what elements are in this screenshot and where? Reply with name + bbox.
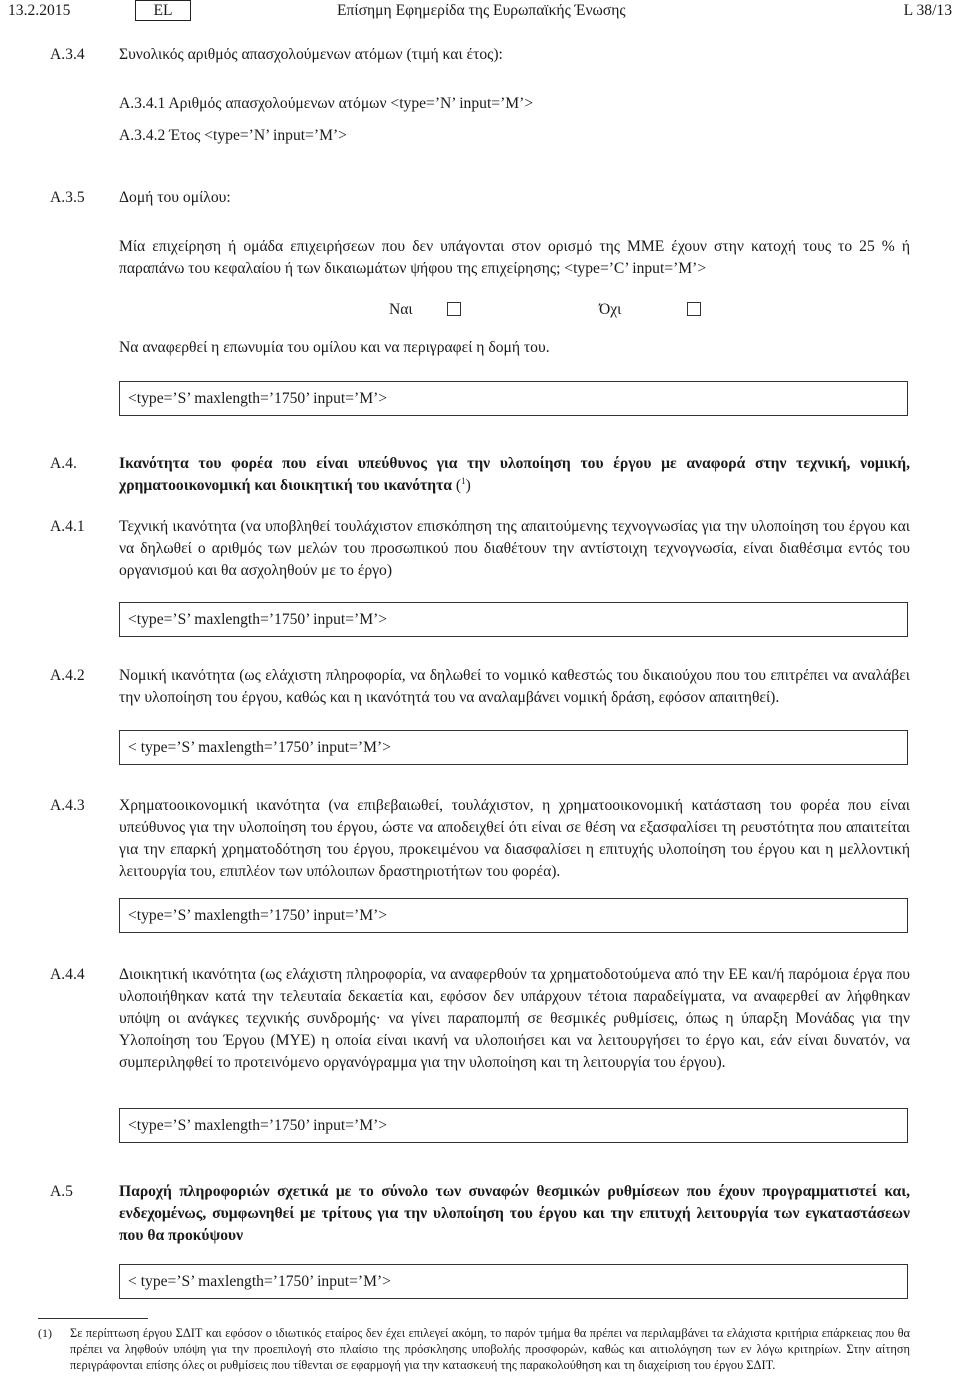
section-a4-title (119, 453, 910, 497)
section-number-a4: Α.4. (50, 455, 77, 472)
section-number-a5: Α.5 (50, 1183, 73, 1200)
section-number-a43: Α.4.3 (50, 797, 85, 814)
item-a341 (119, 93, 533, 115)
footnote-reference-number: 1 (461, 475, 466, 486)
section-a35-title: Δομή του ομίλου: (119, 189, 231, 206)
section-a34-text: Συνολικός αριθμός απασχολούμενων ατόμων (τιμή και έτος): (119, 46, 503, 63)
choice-no[interactable] (599, 299, 621, 321)
choice-no-label: Όχι (599, 301, 622, 318)
input-field-a35[interactable]: <type=’S’ maxlength=’1750’ input=’M’> (119, 381, 908, 416)
input-field-a43[interactable]: <type=’S’ maxlength=’1750’ input=’M’> (119, 898, 908, 933)
choice-yes-label: Ναι (389, 301, 413, 318)
footnote-text: Σε περίπτωση έργου ΣΔΙΤ και εφόσον ο ιδιωτικός εταίρος δεν έχει επιλεγεί ακόμη, το παρόν τμήμα θα πρέπει να περιλαμβάνει τα ελάχιστα κριτήρια επάρκειας που θα πρέπει να ληφθούν υπόψη για την προεπιλογή στο πλαίσιο της πρόσκλησης υποβολής προσφορών, καθώς και αιτιολόγηση των εν λόγω κριτηρίων. Στην αίτηση περιγράφονται επίσης όλες οι ρυθμίσεις που τίθενται σε εφαρμογή για την κατασκευή της παρακολούθηση και τη διαχείριση του έργου ΣΔΙΤ. (70, 1326, 910, 1372)
section-a35-note: Να αναφερθεί η επωνυμία του ομίλου και να περιγραφεί η δομή του. (119, 339, 550, 356)
footnote-mark: (1) (38, 1326, 52, 1340)
item-a342-text: Έτος <type=’N’ input=’M’> (169, 127, 347, 144)
header-language-box: EL (135, 0, 191, 21)
section-a5-title: Παροχή πληροφοριών σχετικά με το σύνολο των συναφών θεσμικών ρυθμίσεων που έχουν προγραμματιστεί και, ενδεχομένως, συμφωνηθεί με τρίτους για την υλοποίηση του έργου και την επιτυχή λειτουργία των εγκαταστάσεων που θα προκύψουν (119, 1183, 910, 1244)
section-a41-text: Τεχνική ικανότητα (να υποβληθεί τουλάχιστον επισκόπηση της απαιτούμενης τεχνογνωσίας για την υλοποίηση του έργου και να δηλωθεί ο αριθμός των μελών του προσωπικού που διαθέτουν την αντίστοιχη τεχνογνωσία, είναι διαθέσιμα εντός του οργανισμού και θα ασχοληθούν με το έργο) (119, 518, 910, 579)
section-a42-text: Νομική ικανότητα (ως ελάχιστη πληροφορία, να δηλωθεί το νομικό καθεστώς του δικαιούχου που του επιτρέπει να αναλάβει την υλοποίηση του έργου, καθώς και η ικανότητά του να αναλαμβάνει νομική δράση, εφόσον απαιτηθεί). (119, 667, 910, 706)
checkbox-yes[interactable] (447, 302, 461, 316)
item-a341-number: Α.3.4.1 (119, 95, 166, 112)
section-number-a44: Α.4.4 (50, 966, 85, 983)
section-a44-text: Διοικητική ικανότητα (ως ελάχιστη πληροφορία, να αναφερθούν τα χρηματοδοτούμενα από την ΕΕ και/ή παρόμοια έργα που υλοποιήθηκαν κατά την τελευταία δεκαετία και, εφόσον δεν υπάρχουν τέτοια παραδείγματα, να αναφερθεί αν λήφθηκαν υπόψη οι ανάγκες τεχνικής συνδρομής· να γίνει παραπομπή σε θεσμικές ρυθμίσεις, όπως η ύπαρξη Μονάδας για την Υλοποίηση του Έργου (ΜΥΕ) η οποία είναι ικανή να υλοποιήσει και να λειτουργήσει το έργο και, εάν είναι δυνατόν, να συμπεριληφθεί το προτεινόμενο οργανόγραμμα για την υλοποίηση και τη λειτουργία του έργου). (119, 966, 910, 1071)
input-field-a41[interactable]: <type=’S’ maxlength=’1750’ input=’M’> (119, 602, 908, 637)
section-number-a35: Α.3.5 (50, 189, 85, 206)
input-field-a5[interactable]: < type=’S’ maxlength=’1750’ input=’M’> (119, 1264, 908, 1299)
input-field-a44[interactable]: <type=’S’ maxlength=’1750’ input=’M’> (119, 1108, 908, 1143)
footnote-divider (38, 1318, 148, 1319)
header-page-number: L 38/13 (903, 2, 952, 19)
section-a43-text: Χρηματοοικονομική ικανότητα (να επιβεβαιωθεί, τουλάχιστον, η χρηματοοικονομική κατάσταση του φορέα που είναι υπεύθυνος για την υλοποίηση του έργου, ώστε να αποδειχθεί ότι είναι σε θέση να εξασφαλίσει τη ρευστότητα που απαιτείται για την επαρκή χρηματοδότηση του έργου, προκειμένου να διασφαλίσει η επιτυχής υλοποίηση του έργου και η μελλοντική λειτουργία του, επιπλέον των υπόλοιπων δραστηριοτήτων του φορέα). (119, 797, 910, 880)
section-a4-title-text: Ικανότητα του φορέα που είναι υπεύθυνος για την υλοποίηση του έργου με αναφορά στην τεχνική, νομική, χρηματοοικονομική και διοικητική του ικανότητα (119, 455, 910, 494)
header-date: 13.2.2015 (8, 2, 71, 19)
item-a342-number: Α.3.4.2 (119, 127, 166, 144)
choice-yes[interactable] (389, 299, 413, 321)
input-field-a42[interactable]: < type=’S’ maxlength=’1750’ input=’M’> (119, 730, 908, 765)
footnote-reference: ($^1$) (455, 475, 471, 494)
checkbox-no[interactable] (687, 302, 701, 316)
page-header (8, 0, 952, 24)
section-number-a42: Α.4.2 (50, 667, 85, 684)
section-a35-question: Μία επιχείρηση ή ομάδα επιχειρήσεων που δεν υπάγονται στον ορισμό της ΜΜΕ έχουν στην κατοχή τους το 25 % ή παραπάνω του κεφαλαίου ή των δικαιωμάτων ψήφου της επιχείρησης; <type=’C’ input=’M’> (119, 238, 910, 277)
item-a342 (119, 125, 347, 147)
item-a341-text: Αριθμός απασχολούμενων ατόμων <type=’N’ input=’M’> (168, 95, 534, 112)
section-number-a41: Α.4.1 (50, 518, 85, 535)
section-number-a34: Α.3.4 (50, 46, 85, 63)
header-journal-title: Επίσημη Εφημερίδα της Ευρωπαϊκής Ένωσης (337, 2, 626, 19)
